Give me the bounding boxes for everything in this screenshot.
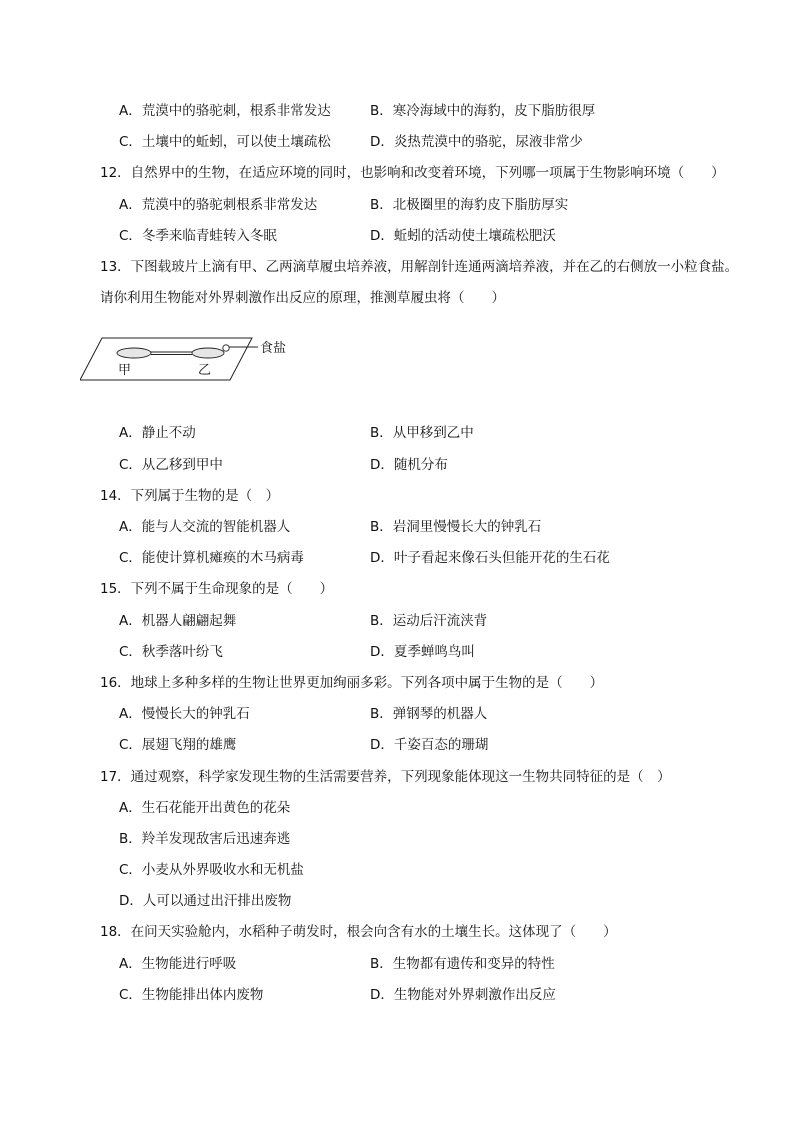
q17-option-b: B．羚羊发现敌害后迅速奔逃 (119, 831, 291, 847)
q11-option-a: A．荒漠中的骆驼刺，根系非常发达 (119, 103, 331, 119)
slide-diagram (80, 330, 310, 385)
q15-option-a: A．机器人翩翩起舞 (119, 613, 237, 629)
q13-option-d: D．随机分布 (370, 457, 448, 473)
q15-stem: 15．下列不属于生命现象的是（ ） (100, 581, 334, 597)
q13-option-c: C．从乙移到甲中 (119, 457, 223, 473)
culture-drop-jia (117, 348, 151, 358)
q14-option-d: D．叶子看起来像石头但能开花的生石花 (370, 550, 610, 566)
q18-option-a: A．生物能进行呼吸 (119, 956, 237, 972)
glass-slide-outline (80, 338, 252, 380)
salt-label: 食盐 (260, 341, 287, 356)
q15-option-c: C．秋季落叶纷飞 (119, 644, 223, 660)
q13-option-b: B．从甲移到乙中 (370, 425, 474, 441)
q15-option-b: B．运动后汗流浃背 (370, 613, 488, 629)
q12-stem: 12．自然界中的生物，在适应环境的同时，也影响和改变着环境，下列哪一项属于生物影响环境（ ） (100, 165, 725, 181)
q14-option-a: A．能与人交流的智能机器人 (119, 519, 291, 535)
q13-stem-line2: 请你利用生物能对外界刺激作出反应的原理，推测草履虫将（ ） (100, 290, 505, 306)
q18-stem: 18．在问天实验舱内，水稻种子萌发时，根会向含有水的土壤生长。这体现了（ ） (100, 924, 617, 940)
culture-drop-yi (192, 348, 224, 358)
q12-option-d: D．蚯蚓的活动使土壤疏松肥沃 (370, 228, 556, 244)
q11-option-c: C．土壤中的蚯蚓，可以使土壤疏松 (119, 134, 331, 150)
q15-option-d: D．夏季蝉鸣鸟叫 (370, 644, 475, 660)
q12-option-b: B．北极圈里的海豹皮下脂肪厚实 (370, 197, 569, 213)
q14-stem: 14．下列属于生物的是（ ） (100, 488, 280, 504)
q13-stem-line1: 13．下图载玻片上滴有甲、乙两滴草履虫培养液，用解剖针连通两滴培养液，并在乙的右侧放一小粒食盐。 (100, 259, 739, 275)
drop-label-yi: 乙 (198, 363, 212, 378)
q13-option-a: A．静止不动 (119, 425, 196, 441)
q16-stem: 16．地球上多种多样的生物让世界更加绚丽多彩。下列各项中属于生物的是（ ） (100, 675, 604, 691)
q16-option-c: C．展翅飞翔的雄鹰 (119, 737, 237, 753)
q18-option-d: D．生物能对外界刺激作出反应 (370, 987, 556, 1003)
q12-option-c: C．冬季来临青蛙转入冬眠 (119, 228, 277, 244)
salt-grain (223, 345, 229, 351)
q14-option-b: B．岩洞里慢慢长大的钟乳石 (370, 519, 542, 535)
q12-option-a: A．荒漠中的骆驼刺根系非常发达 (119, 197, 318, 213)
q17-stem: 17．通过观察，科学家发现生物的生活需要营养，下列现象能体现这一生物共同特征的是（ ） (100, 769, 671, 785)
q18-option-b: B．生物都有遗传和变异的特性 (370, 956, 555, 972)
q17-option-a: A．生石花能开出黄色的花朵 (119, 800, 291, 816)
q16-option-a: A．慢慢长大的钟乳石 (119, 706, 250, 722)
q16-option-b: B．弹钢琴的机器人 (370, 706, 488, 722)
q14-option-c: C．能使计算机瘫痪的木马病毒 (119, 550, 304, 566)
q11-option-d: D．炎热荒漠中的骆驼，尿液非常少 (370, 134, 583, 150)
q17-option-d: D．人可以通过出汗排出废物 (119, 893, 292, 909)
drop-label-jia: 甲 (118, 363, 132, 378)
q17-option-c: C．小麦从外界吸收水和无机盐 (119, 862, 304, 878)
q11-option-b: B．寒冷海域中的海豹，皮下脂肪很厚 (370, 103, 596, 119)
q18-option-c: C．生物能排出体内废物 (119, 987, 264, 1003)
q16-option-d: D．千姿百态的珊瑚 (370, 737, 489, 753)
